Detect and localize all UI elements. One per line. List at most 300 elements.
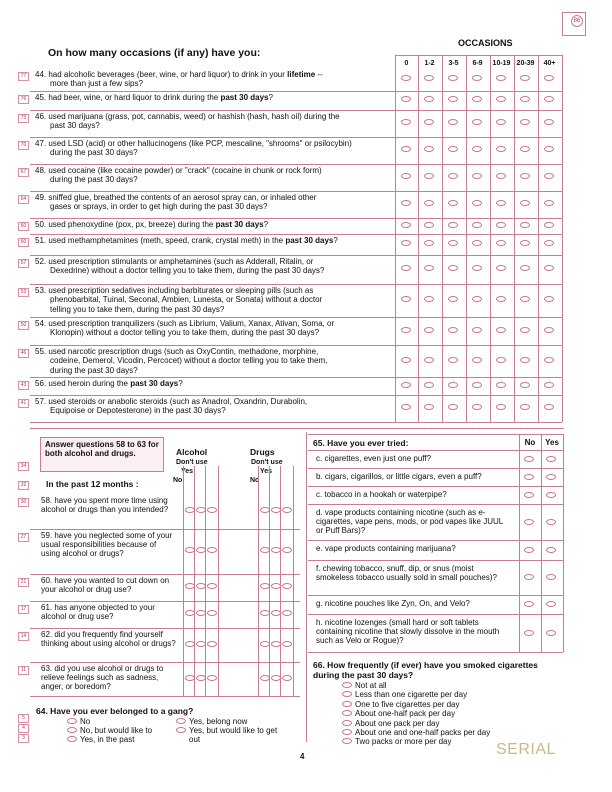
occasion-bubble[interactable]	[544, 296, 554, 302]
row-line	[30, 395, 562, 396]
occasion-bubble[interactable]	[424, 327, 434, 333]
occasion-bubble[interactable]	[424, 222, 434, 228]
yes-no-bubble[interactable]	[271, 507, 281, 513]
question-46	[35, 112, 387, 131]
tried-no-bubble[interactable]	[524, 574, 534, 580]
item-61: 61. has anyone objected to your alcohol or drug use?	[41, 603, 155, 622]
occasion-bubble[interactable]	[520, 404, 530, 410]
drugs-no: No	[250, 477, 260, 484]
q64-option-label: Yes, belong now	[189, 717, 248, 726]
occasion-bubble[interactable]	[496, 146, 506, 152]
yes-no-bubble[interactable]	[185, 507, 195, 513]
tried-yes-bubble[interactable]	[546, 456, 556, 462]
row-line	[308, 504, 563, 505]
row-line	[30, 191, 562, 192]
row-line	[30, 529, 300, 530]
tried-item-5: f. chewing tobacco, snuff, dip, or snus (moist smokeless tobacco usually sold in small pouches)?	[316, 564, 497, 583]
tried-yes-bubble[interactable]	[546, 630, 556, 636]
occasion-bubble[interactable]	[544, 382, 554, 388]
occasion-bubble[interactable]	[448, 75, 458, 81]
question-text: 56. used heroin during the	[35, 379, 131, 388]
drugs-label: Drugs	[250, 447, 275, 457]
row-line	[308, 652, 563, 653]
yes-no-bubble[interactable]	[282, 583, 292, 589]
q66-title: 66. How frequently (if ever) have you smoked cigarettes during the past 30 days?	[313, 660, 538, 680]
occasion-bubble[interactable]	[472, 296, 482, 302]
occasion-bubble[interactable]	[472, 265, 482, 271]
occasion-bubble[interactable]	[401, 119, 411, 125]
yes-no-bubble[interactable]	[271, 641, 281, 647]
q64-option-bubble[interactable]	[67, 727, 77, 733]
q66-option-bubble[interactable]	[342, 720, 352, 726]
question-text-cont: Dexedrine) without a doctor telling you to take them, during the past 30 days?	[50, 266, 325, 276]
tried-item-6: g. nicotine pouches like Zyn, On, and Velo?	[316, 599, 470, 608]
tried-yes-bubble[interactable]	[546, 574, 556, 580]
grid-line	[563, 434, 564, 652]
occasion-bubble[interactable]	[520, 200, 530, 206]
occasion-bubble[interactable]	[401, 240, 411, 246]
tried-no-bubble[interactable]	[524, 456, 534, 462]
yes-no-bubble[interactable]	[185, 610, 195, 616]
yes-no-bubble[interactable]	[207, 547, 217, 553]
occasion-bubble[interactable]	[472, 327, 482, 333]
occasion-bubble[interactable]	[472, 404, 482, 410]
q65-no-header: No	[524, 438, 536, 447]
occasion-bubble[interactable]	[424, 119, 434, 125]
question-text: 45. had beer, wine, or hard liquor to drink during the	[35, 93, 221, 102]
yes-no-bubble[interactable]	[196, 583, 206, 589]
question-text-end: --	[315, 70, 323, 79]
occasion-bubble[interactable]	[472, 222, 482, 228]
occasion-bubble[interactable]	[401, 357, 411, 363]
occasion-bubble[interactable]	[496, 222, 506, 228]
occasion-bubble[interactable]	[424, 296, 434, 302]
column-header-1: 1-2	[424, 60, 435, 67]
occasion-bubble[interactable]	[401, 296, 411, 302]
yes-no-bubble[interactable]	[207, 610, 217, 616]
occasion-bubble[interactable]	[520, 265, 530, 271]
q66-option-label: About one pack per day	[355, 718, 440, 728]
occasion-bubble[interactable]	[520, 173, 530, 179]
side-code: 14	[18, 632, 29, 641]
q64-option-bubble[interactable]	[67, 736, 77, 742]
yes-no-bubble[interactable]	[282, 547, 292, 553]
yes-no-bubble[interactable]	[282, 641, 292, 647]
row-line	[30, 110, 562, 111]
yes-no-bubble[interactable]	[196, 507, 206, 513]
question-54	[35, 319, 387, 338]
question-52	[35, 257, 387, 276]
question-text-end: ?	[178, 379, 183, 388]
yes-no-bubble[interactable]	[196, 641, 206, 647]
row-line	[308, 560, 563, 561]
question-emphasis: past 30 days	[215, 220, 264, 229]
tried-item-1: b. cigars, cigarillos, or little cigars, even a puff?	[316, 472, 482, 481]
question-51	[35, 236, 387, 245]
occasion-bubble[interactable]	[544, 222, 554, 228]
occasion-bubble[interactable]	[424, 200, 434, 206]
tried-yes-bubble[interactable]	[546, 601, 556, 607]
side-code: 32	[18, 481, 29, 490]
tried-yes-bubble[interactable]	[546, 519, 556, 525]
occasion-bubble[interactable]	[544, 404, 554, 410]
row-line	[30, 574, 300, 575]
row-line	[30, 218, 562, 219]
row-line	[308, 468, 563, 469]
occasion-bubble[interactable]	[496, 404, 506, 410]
occasion-bubble[interactable]	[424, 240, 434, 246]
tried-yes-bubble[interactable]	[546, 547, 556, 553]
row-line	[30, 164, 562, 165]
occasion-bubble[interactable]	[520, 240, 530, 246]
occasion-bubble[interactable]	[472, 75, 482, 81]
question-emphasis: past 30 days	[220, 93, 269, 102]
column-header-5: 20-39	[516, 60, 535, 67]
side-code: 34	[18, 462, 29, 471]
tried-item-3: d. vape products containing nicotine (such as e-cigarettes, vape pens, mods, or pod vapes like JUUL or Puff Bars)?	[316, 508, 503, 536]
occasion-bubble[interactable]	[496, 119, 506, 125]
occasion-bubble[interactable]	[472, 382, 482, 388]
question-text: 46. used marijuana (grass, pot, cannabis, weed) or hashish (hash, hash oil) during the	[35, 112, 340, 121]
occasion-bubble[interactable]	[496, 327, 506, 333]
question-text-cont: Klonopin) without a doctor telling you to take them, during the past 30 days?	[50, 328, 320, 338]
question-45	[35, 93, 387, 102]
tried-yes-bubble[interactable]	[546, 474, 556, 480]
column-header-4: 10-19	[492, 60, 511, 67]
occasion-bubble[interactable]	[544, 357, 554, 363]
q66-option-label: About one and one-half packs per day	[355, 728, 491, 737]
occasion-bubble[interactable]	[401, 200, 411, 206]
yes-no-bubble[interactable]	[207, 583, 217, 589]
occasion-bubble[interactable]	[424, 173, 434, 179]
occasion-bubble[interactable]	[424, 404, 434, 410]
question-text-cont: gases or sprays, in order to get high during the past 30 days?	[50, 202, 268, 212]
question-text-cont: Equipoise or Depotesterone) in the past 30 days?	[50, 406, 226, 416]
item-58: 58. have you spent more time using alcohol or drugs than you intended?	[41, 496, 169, 515]
question-text-cont: phenobarbital, Tuinal, Seconal, Ambien, Lunesta, or Sonata) without a doctor	[50, 295, 323, 305]
question-text-cont: telling you to take them, during the past 30 days?	[50, 304, 225, 314]
side-code: 21	[18, 578, 29, 587]
q66-option-bubble[interactable]	[342, 701, 352, 707]
occasion-bubble[interactable]	[496, 382, 506, 388]
yes-no-bubble[interactable]	[282, 507, 292, 513]
occasion-bubble[interactable]	[496, 75, 506, 81]
occasion-bubble[interactable]	[544, 119, 554, 125]
occasion-bubble[interactable]	[544, 265, 554, 271]
occasion-bubble[interactable]	[401, 146, 411, 152]
occasion-bubble[interactable]	[448, 119, 458, 125]
column-header-0: 0	[404, 60, 409, 67]
occasion-bubble[interactable]	[424, 96, 434, 102]
row-line	[30, 137, 562, 138]
yes-no-bubble[interactable]	[282, 610, 292, 616]
question-text: 54. used prescription tranquilizers (such as Librium, Valium, Xanax, Ativan, Soma, or	[35, 319, 335, 328]
q66-option-bubble[interactable]	[342, 738, 352, 744]
question-emphasis: lifetime	[287, 70, 316, 79]
occasion-bubble[interactable]	[496, 200, 506, 206]
occasion-bubble[interactable]	[520, 222, 530, 228]
side-code: 3	[18, 734, 29, 743]
occasion-bubble[interactable]	[401, 404, 411, 410]
occasion-bubble[interactable]	[424, 75, 434, 81]
occasion-bubble[interactable]	[544, 96, 554, 102]
grid-line	[519, 434, 520, 652]
column-header-2: 3-5	[448, 60, 459, 67]
occasion-bubble[interactable]	[496, 265, 506, 271]
question-text: 52. used prescription stimulants or amphetamines (such as Adderall, Ritalin, or	[35, 257, 314, 266]
yes-no-bubble[interactable]	[196, 547, 206, 553]
yes-no-bubble[interactable]	[271, 610, 281, 616]
question-44	[35, 70, 387, 89]
question-intro: On how many occasions (if any) have you:	[48, 47, 261, 59]
drugs-dont-use: Don't use	[251, 459, 283, 466]
q66-option-bubble[interactable]	[342, 729, 352, 735]
occasion-bubble[interactable]	[520, 382, 530, 388]
tried-item-7: h. nicotine lozenges (small hard or soft tablets containing nicotine that slowly dissolve in the mouth such as Velo or Rogue)?	[316, 618, 500, 646]
q66-option-label: Not at all	[355, 681, 387, 690]
occasion-bubble[interactable]	[448, 357, 458, 363]
yes-no-bubble[interactable]	[185, 641, 195, 647]
q64-option-label: Yes, but would like to get out	[189, 726, 278, 744]
question-text: 44. had alcoholic beverages (beer, wine, or hard liquor) to drink in your	[35, 70, 288, 79]
tried-no-bubble[interactable]	[524, 474, 534, 480]
side-code: 46	[18, 349, 29, 358]
occasion-bubble[interactable]	[472, 119, 482, 125]
yes-no-bubble[interactable]	[207, 507, 217, 513]
row-line	[30, 628, 300, 629]
q66-option-label: About one-half pack per day	[355, 709, 456, 719]
instruction-box: Answer questions 58 to 63 for both alcohol and drugs.	[40, 437, 164, 472]
occasion-bubble[interactable]	[401, 265, 411, 271]
yes-no-bubble[interactable]	[271, 583, 281, 589]
question-text-cont: during the past 30 days?	[50, 365, 138, 375]
row-line	[30, 662, 300, 663]
item-59: 59. have you neglected some of your usual responsibilities because of using alcohol or drugs?	[41, 531, 173, 559]
row-line	[30, 234, 562, 235]
tried-yes-bubble[interactable]	[546, 492, 556, 498]
yes-no-bubble[interactable]	[185, 547, 195, 553]
question-text-end: ?	[263, 220, 269, 229]
occasion-bubble[interactable]	[448, 265, 458, 271]
column-header-3: 6-9	[472, 60, 483, 67]
yes-no-bubble[interactable]	[260, 507, 270, 513]
question-emphasis: past 30 days	[285, 236, 334, 245]
yes-no-bubble[interactable]	[196, 610, 206, 616]
yes-no-bubble[interactable]	[207, 641, 217, 647]
row-line	[30, 422, 562, 423]
yes-no-bubble[interactable]	[260, 641, 270, 647]
occasion-bubble[interactable]	[424, 146, 434, 152]
occasion-bubble[interactable]	[544, 200, 554, 206]
question-text: 53. used prescription sedatives including barbiturates or sleeping pills (such as	[35, 286, 314, 295]
occasion-bubble[interactable]	[424, 382, 434, 388]
yes-no-bubble[interactable]	[271, 547, 281, 553]
yes-no-bubble[interactable]	[260, 610, 270, 616]
occasion-bubble[interactable]	[401, 173, 411, 179]
occasion-bubble[interactable]	[496, 240, 506, 246]
side-code: 67	[18, 168, 29, 177]
occasion-bubble[interactable]	[472, 173, 482, 179]
occasion-bubble[interactable]	[448, 146, 458, 152]
occasion-bubble[interactable]	[424, 265, 434, 271]
side-code: 76	[18, 95, 29, 104]
q66-option-bubble[interactable]	[342, 710, 352, 716]
occasion-bubble[interactable]	[544, 173, 554, 179]
question-text-cont: codeine, Demerol, Vicodin, Percocet) without a doctor telling you to take them,	[50, 356, 328, 366]
q64-option-bubble[interactable]	[67, 718, 77, 724]
question-47	[35, 139, 387, 158]
side-code: 30	[18, 498, 29, 507]
q64-option-label: No, but would like to	[80, 726, 153, 735]
occasion-bubble[interactable]	[544, 75, 554, 81]
item-62: 62. did you frequently find yourself thinking about using alcohol or drugs?	[41, 630, 176, 649]
tried-no-bubble[interactable]	[524, 519, 534, 525]
in-past-label: In the past 12 months :	[46, 479, 139, 489]
question-text: 50. used phenoxydine (pox, px, breeze) during the	[35, 220, 216, 229]
side-code: 17	[18, 605, 29, 614]
side-code: 43	[18, 381, 29, 390]
yes-no-bubble[interactable]	[260, 675, 270, 681]
occasion-bubble[interactable]	[448, 404, 458, 410]
occasion-bubble[interactable]	[448, 96, 458, 102]
side-code: 60	[18, 222, 29, 231]
occasion-bubble[interactable]	[496, 96, 506, 102]
occasion-bubble[interactable]	[496, 296, 506, 302]
row-line	[30, 345, 562, 346]
page-number: 4	[300, 752, 305, 761]
tried-item-4: e. vape products containing marijuana?	[316, 544, 456, 553]
tried-no-bubble[interactable]	[524, 630, 534, 636]
occasion-bubble[interactable]	[520, 296, 530, 302]
yes-no-bubble[interactable]	[282, 675, 292, 681]
yes-no-bubble[interactable]	[260, 583, 270, 589]
side-code: 77	[18, 72, 29, 81]
row-line	[30, 377, 562, 378]
occasion-bubble[interactable]	[544, 240, 554, 246]
q64-option-bubble[interactable]	[176, 727, 186, 733]
q66-option-label: One to five cigarettes per day	[355, 699, 460, 709]
tried-no-bubble[interactable]	[524, 601, 534, 607]
occasion-bubble[interactable]	[401, 222, 411, 228]
yes-no-bubble[interactable]	[185, 675, 195, 681]
yes-no-bubble[interactable]	[196, 675, 206, 681]
q64-option-label: Yes, in the past	[80, 735, 135, 744]
occasion-bubble[interactable]	[472, 146, 482, 152]
occasion-bubble[interactable]	[544, 146, 554, 152]
tried-item-0: c. cigarettes, even just one puff?	[316, 454, 432, 463]
occasion-bubble[interactable]	[496, 173, 506, 179]
row-line	[30, 317, 562, 318]
corner-mark: 86	[562, 12, 586, 36]
question-text: 51. used methamphetamines (meth, speed, crank, crystal meth) in the	[35, 236, 286, 245]
occasion-bubble[interactable]	[448, 382, 458, 388]
question-text: 47. used LSD (acid) or other hallucinogens (like PCP, mescaline, "shrooms" or psilocybin)	[35, 139, 352, 148]
occasion-bubble[interactable]	[401, 96, 411, 102]
occasion-bubble[interactable]	[448, 200, 458, 206]
question-text-cont: during the past 30 days?	[50, 175, 138, 185]
section-divider	[30, 428, 564, 429]
alcohol-dont-use: Don't use	[176, 459, 208, 466]
side-code: 27	[18, 533, 29, 542]
side-code: 60	[18, 238, 29, 247]
occasion-bubble[interactable]	[401, 75, 411, 81]
drugs-yes: Yes	[260, 468, 273, 475]
question-emphasis: past 30 days	[130, 379, 179, 388]
q66-option-bubble[interactable]	[342, 691, 352, 697]
occasion-bubble[interactable]	[472, 96, 482, 102]
side-code: 5	[18, 714, 29, 723]
side-code: 70	[18, 141, 29, 150]
occasion-bubble[interactable]	[520, 357, 530, 363]
side-code: 57	[18, 259, 29, 268]
question-text-end: ?	[333, 236, 338, 245]
occasion-bubble[interactable]	[424, 357, 434, 363]
question-text: 55. used narcotic prescription drugs (such as OxyContin, methadone, morphine,	[35, 347, 319, 356]
occasion-bubble[interactable]	[448, 240, 458, 246]
occasion-bubble[interactable]	[520, 119, 530, 125]
row-line	[30, 91, 562, 92]
alcohol-no: No	[173, 477, 183, 484]
occasion-bubble[interactable]	[401, 327, 411, 333]
yes-no-bubble[interactable]	[185, 583, 195, 589]
grid-line	[541, 434, 542, 652]
occasion-bubble[interactable]	[448, 327, 458, 333]
occasion-bubble[interactable]	[520, 327, 530, 333]
row-line	[308, 486, 563, 487]
yes-no-bubble[interactable]	[271, 675, 281, 681]
question-text-end: ?	[268, 93, 273, 102]
q66-option-bubble[interactable]	[342, 682, 352, 688]
q66-option-label: Two packs or more per day	[355, 737, 452, 747]
occasion-bubble[interactable]	[520, 75, 530, 81]
occasion-bubble[interactable]	[472, 200, 482, 206]
row-line	[308, 540, 563, 541]
question-50	[35, 220, 387, 229]
occasion-bubble[interactable]	[496, 357, 506, 363]
occasion-bubble[interactable]	[520, 146, 530, 152]
yes-no-bubble[interactable]	[207, 675, 217, 681]
side-code: 11	[18, 666, 29, 675]
q65-title: 65. Have you ever tried:	[313, 438, 409, 448]
question-55	[35, 347, 387, 375]
side-code: 50	[18, 321, 29, 330]
occasion-bubble[interactable]	[448, 173, 458, 179]
occasion-bubble[interactable]	[520, 96, 530, 102]
row-line	[308, 595, 563, 596]
side-code: 41	[18, 399, 29, 408]
occasion-bubble[interactable]	[472, 240, 482, 246]
occasion-bubble[interactable]	[448, 222, 458, 228]
tried-no-bubble[interactable]	[524, 492, 534, 498]
occasion-bubble[interactable]	[472, 357, 482, 363]
row-line	[308, 434, 563, 435]
serial-label: SERIAL	[496, 741, 556, 758]
q64-option-bubble[interactable]	[176, 718, 186, 724]
yes-no-bubble[interactable]	[260, 547, 270, 553]
q64-title: 64. Have you ever belonged to a gang?	[36, 706, 194, 716]
question-text-cont: during the past 30 days?	[50, 148, 138, 158]
occasion-bubble[interactable]	[401, 382, 411, 388]
occasion-bubble[interactable]	[448, 296, 458, 302]
q65-yes-header: Yes	[545, 438, 559, 447]
alcohol-yes: Yes	[181, 468, 194, 475]
row-line	[30, 255, 562, 256]
occasion-bubble[interactable]	[544, 327, 554, 333]
row-line	[308, 614, 563, 615]
tried-no-bubble[interactable]	[524, 547, 534, 553]
q66-option-label: Less than one cigarette per day	[355, 690, 468, 700]
side-code: 73	[18, 114, 29, 123]
